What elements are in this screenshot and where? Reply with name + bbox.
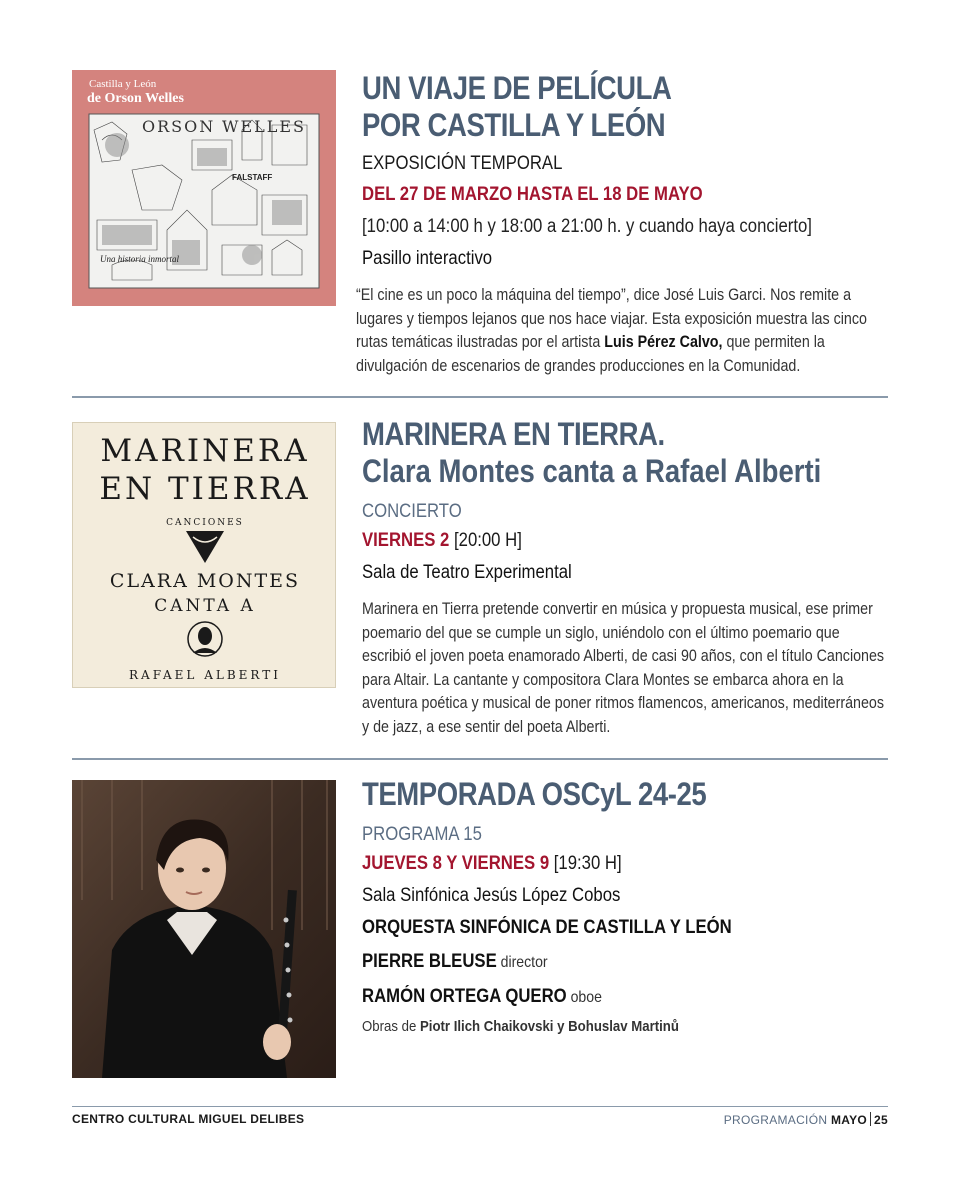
poster-label-a: FALSTAFF <box>232 173 273 182</box>
cover-line1: MARINERA <box>100 433 310 469</box>
poster-word2: WELLES <box>222 117 307 136</box>
event-category: CONCIERTO <box>362 501 462 522</box>
event-days: JUEVES 8 Y VIERNES 9 <box>362 853 550 874</box>
performer-1-role: director <box>496 954 548 971</box>
cover-line2: EN TIERRA <box>99 471 311 507</box>
performer-2 <box>362 980 828 1015</box>
performer-1-name: PIERRE BLEUSE <box>362 951 497 972</box>
footer-month: MAYO <box>830 1113 868 1127</box>
event-title-line2: Clara Montes canta a Rafael Alberti <box>362 453 822 489</box>
performer-1 <box>362 945 828 980</box>
event-dates-text: DEL 27 DE MARZO HASTA EL 18 DE MAYO <box>362 184 703 205</box>
works-line <box>362 1015 828 1039</box>
performer-2-role: oboe <box>566 989 602 1006</box>
event-time: [19:30 H] <box>549 853 622 874</box>
cover-line3: CLARA MONTES <box>109 570 301 592</box>
event-entry-exhibition <box>72 70 888 390</box>
event-venue: Sala de Teatro Experimental <box>362 562 572 583</box>
exhibition-poster-image <box>72 70 336 306</box>
poster-line2: de Orson Welles <box>87 91 184 106</box>
desc-text-1: “El cine es un poco la máquina del tiempo”, dice José Luis Garci. Nos remite a lugares y tiempos lejanos que nos hace viajar. Esta exposición muestra las cinco rutas temáticas ilustradas por el artista <box>356 286 867 351</box>
event-category: PROGRAMA 15 <box>362 824 482 845</box>
footer-separator <box>870 1112 871 1126</box>
footer-venue-name: CENTRO CULTURAL MIGUEL DELIBES <box>72 1112 305 1126</box>
artist-name: Luis Pérez Calvo, <box>604 333 723 351</box>
event-title-line1: UN VIAJE DE PELÍCULA <box>362 70 672 106</box>
event-description <box>356 284 884 378</box>
desc-text-2: que permiten la divulgación de escenarios de grandes producciones en la Comunidad. <box>356 333 825 375</box>
event-entry-concert <box>72 416 888 746</box>
cover-line4: CANTA A <box>154 596 256 616</box>
event-day: VIERNES 2 <box>362 530 450 551</box>
event-venue: Sala Sinfónica Jesús López Cobos <box>362 885 621 906</box>
oboist-photo <box>72 780 336 1078</box>
event-venue: Pasillo interactivo <box>362 248 493 269</box>
orchestra-label: ORQUESTA SINFÓNICA DE CASTILLA Y LEÓN <box>362 917 732 938</box>
event-time: [20:00 H] <box>449 530 522 551</box>
orson-welles-illustration <box>72 70 336 306</box>
event-category: EXPOSICIÓN TEMPORAL <box>362 153 563 174</box>
page-number: 25 <box>874 1113 888 1127</box>
concert-album-cover <box>72 422 336 688</box>
event-hours: [10:00 a 14:00 h y 18:00 a 21:00 h. y cuando haya concierto] <box>362 216 812 237</box>
event-title: TEMPORADA OSCyL 24-25 <box>362 776 707 812</box>
event-title-line2: POR CASTILLA Y LEÓN <box>362 107 666 143</box>
event-title-line1: MARINERA EN TIERRA. <box>362 416 665 452</box>
album-cover-art <box>73 423 336 688</box>
event-description: Marinera en Tierra pretende convertir en música y propuesta musical, ese primer poemario del que se cumple un siglo, uniéndolo con el último poemario que escribió el joven poeta enamorado Alberti, de casi 90 años, con el título Canciones para Altair. La cantante y compositora Clara Montes se embarca ahora en la aventura poética y musical de poner ritmos flamencos, americanos, mediterráneos y de jazz, a ese sentir del poeta Alberti. <box>362 600 885 736</box>
footer-program-label: PROGRAMACIÓN <box>723 1113 828 1127</box>
footer-divider <box>72 1106 888 1107</box>
event-dates <box>362 851 828 877</box>
orchestra-name <box>362 911 828 945</box>
event-dates <box>362 528 828 554</box>
works-prefix: Obras de <box>362 1018 420 1035</box>
works-composers: Piotr Ilich Chaikovski y Bohuslav Martinů <box>419 1018 679 1035</box>
cover-small: CANCIONES <box>166 518 244 528</box>
poster-line1: Castilla y León <box>89 78 157 90</box>
event-entry-orchestra <box>72 776 888 1076</box>
performer-2-name: RAMÓN ORTEGA QUERO <box>362 986 567 1007</box>
section-divider <box>72 758 888 760</box>
section-divider <box>72 396 888 398</box>
musician-portrait <box>72 780 336 1078</box>
footer-page-info <box>724 1112 888 1127</box>
poster-label-b: Una historia inmortal <box>100 254 180 264</box>
cover-line5: RAFAEL ALBERTI <box>129 668 281 682</box>
poster-word1: ORSON <box>142 117 216 136</box>
event-dates <box>362 182 828 208</box>
